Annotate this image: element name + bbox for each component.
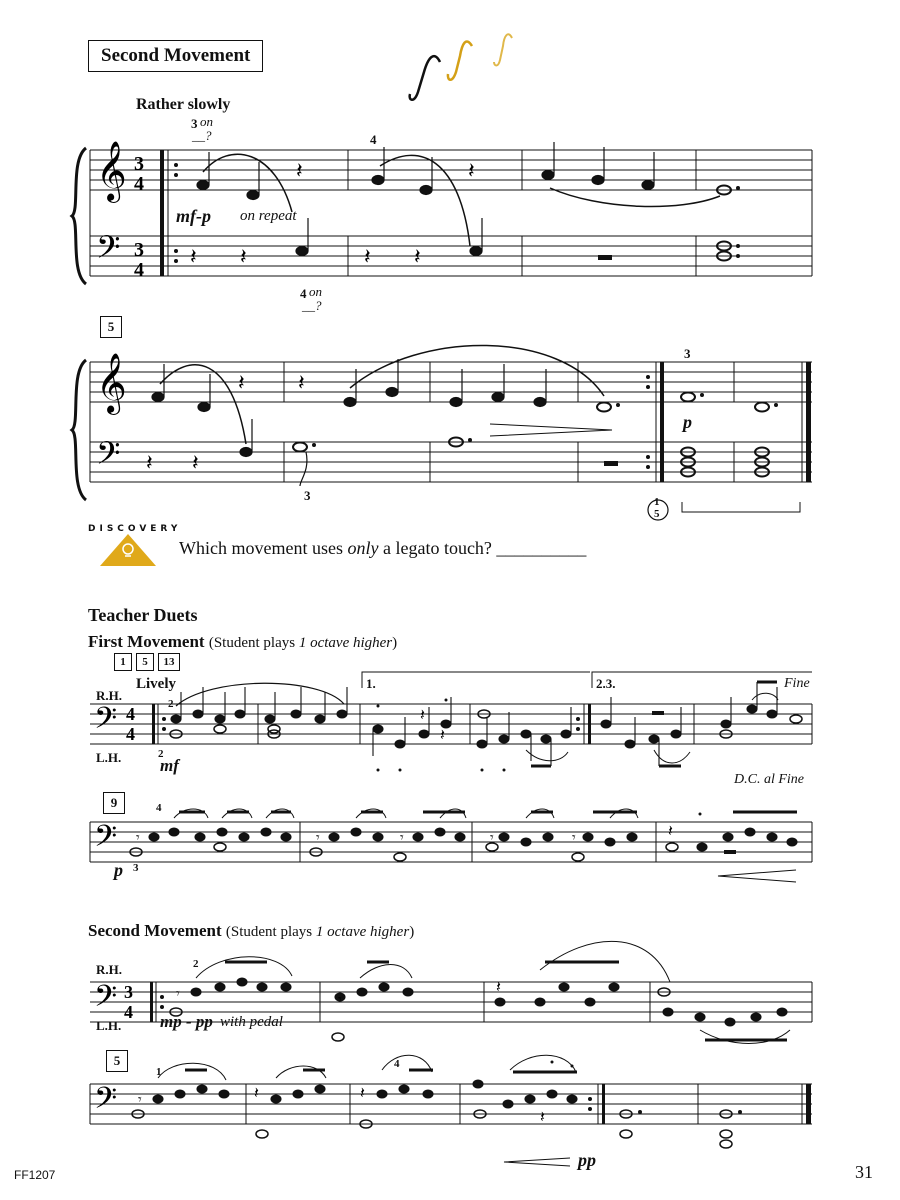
svg-text:𝄽: 𝄽 — [668, 823, 673, 840]
fingering-3-upper: 3 — [684, 346, 691, 361]
dynamic-note: on repeat — [240, 208, 297, 224]
dynamic-mf-p: mf-p — [176, 206, 211, 226]
ending-1: 1. — [366, 676, 376, 691]
svg-text:𝄾: 𝄾 — [316, 831, 320, 846]
tempo-marking: Rather slowly — [136, 96, 231, 113]
svg-text:𝄾: 𝄾 — [490, 831, 494, 846]
svg-text:4: 4 — [126, 724, 135, 744]
svg-text:𝄾: 𝄾 — [138, 1093, 142, 1108]
svg-text:3: 3 — [124, 982, 133, 1002]
svg-text:𝄽: 𝄽 — [496, 979, 501, 996]
page-number: 31 — [855, 1162, 873, 1182]
svg-text:𝄽: 𝄽 — [190, 244, 197, 269]
svg-text:𝄾: 𝄾 — [338, 993, 342, 1008]
fingering-circle: 1 5 — [654, 496, 660, 520]
ending-2-3: 2.3. — [596, 676, 616, 691]
svg-text:𝄽: 𝄽 — [296, 158, 303, 183]
fingering-4: 4 — [370, 132, 377, 147]
measure-number-1: 1 — [114, 653, 132, 671]
measure-number-9: 9 — [103, 792, 125, 814]
svg-text:𝄞: 𝄞 — [96, 141, 127, 201]
svg-text:𝄽: 𝄽 — [468, 158, 475, 183]
first-note-em: 1 octave higher — [298, 635, 393, 651]
svg-text:𝄾: 𝄾 — [572, 831, 576, 846]
dc-al-fine: D.C. al Fine — [734, 772, 804, 787]
second-note-post: ) — [409, 924, 415, 940]
on-label: on — [200, 114, 213, 129]
teacher-duets-heading: Teacher Duets — [88, 605, 198, 625]
svg-text:4: 4 — [134, 173, 144, 195]
measure-number-5: 5 — [100, 316, 122, 338]
finger-2a: 2 — [168, 698, 174, 710]
first-note-pre: (Student plays — [208, 635, 299, 651]
measure-number-13: 13 — [158, 653, 180, 671]
tempo-lively: Lively — [136, 676, 176, 692]
question-blank-2: __? — [302, 298, 322, 313]
question-blank: __? — [192, 128, 212, 143]
svg-text:𝄽: 𝄽 — [238, 370, 245, 395]
svg-text:4: 4 — [124, 1002, 133, 1022]
svg-text:𝄽: 𝄽 — [420, 707, 425, 724]
svg-text:𝄾: 𝄾 — [136, 831, 140, 846]
svg-text:4: 4 — [134, 259, 144, 281]
svg-text:𝄽: 𝄽 — [240, 244, 247, 269]
on-label-2: on — [309, 284, 322, 299]
question-post: a legato touch? __________ — [378, 538, 587, 558]
dynamic-mp-pp: mp - pp — [160, 1012, 213, 1031]
svg-text:𝄽: 𝄽 — [440, 727, 445, 744]
fingering-4-lower: 4 — [300, 286, 307, 301]
book-code: FF1207 — [14, 1168, 56, 1182]
finger-3-duet: 3 — [133, 862, 139, 874]
lh-label: L.H. — [96, 750, 122, 765]
finger-4b: 4 — [394, 1058, 400, 1070]
svg-text:𝄞: 𝄞 — [96, 353, 127, 413]
svg-text:𝄽: 𝄽 — [414, 244, 421, 269]
svg-text:𝄽: 𝄽 — [192, 450, 199, 475]
second-note-em: 1 octave higher — [315, 924, 410, 940]
teacher-second-title: Second Movement — [88, 921, 222, 940]
fingering-3-lower: 3 — [304, 488, 311, 503]
lh-label-2: L.H. — [96, 1018, 122, 1033]
first-movement-title: First Movement — [88, 632, 205, 651]
finger-2b: 2 — [158, 748, 164, 760]
dynamic-pp: pp — [578, 1150, 596, 1170]
finger-4-duet: 4 — [156, 802, 162, 814]
second-note-pre: (Student plays — [225, 924, 316, 940]
first-note-post: ) — [392, 635, 398, 651]
finger-1: 1 — [156, 1066, 162, 1078]
svg-text:𝄾: 𝄾 — [400, 831, 404, 846]
dynamic-p-duet: p — [114, 860, 123, 880]
svg-text:𝄽: 𝄽 — [360, 1085, 365, 1102]
finger-2c: 2 — [193, 958, 199, 970]
svg-text:𝄢: 𝄢 — [94, 1082, 118, 1123]
rh-label: R.H. — [96, 688, 122, 703]
question-pre: Which movement uses — [179, 538, 348, 558]
svg-text:𝄽: 𝄽 — [254, 1085, 259, 1102]
svg-text:𝄢: 𝄢 — [96, 435, 121, 479]
svg-text:𝄽: 𝄽 — [298, 370, 305, 395]
dynamic-p: p — [683, 412, 692, 432]
svg-text:4: 4 — [126, 704, 135, 724]
svg-text:𝄾: 𝄾 — [176, 987, 180, 1002]
dynamic-pedal: with pedal — [220, 1014, 283, 1030]
svg-text:𝄢: 𝄢 — [94, 980, 118, 1021]
question-emphasis: only — [347, 538, 379, 558]
svg-text:𝄽: 𝄽 — [146, 450, 153, 475]
discovery-label: DISCOVERY — [88, 524, 182, 534]
svg-text:3: 3 — [134, 153, 144, 175]
fine-label: Fine — [784, 676, 810, 691]
section-title: Second Movement — [88, 40, 263, 72]
measure-number-5-teacher: 5 — [106, 1050, 128, 1072]
svg-text:𝄢: 𝄢 — [96, 229, 121, 273]
svg-text:𝄢: 𝄢 — [94, 820, 118, 861]
svg-text:𝄢: 𝄢 — [94, 702, 118, 743]
rh-label-2: R.H. — [96, 962, 122, 977]
fingering-3: 3 — [191, 116, 198, 131]
measure-number-5-first: 5 — [136, 653, 154, 671]
svg-text:𝄽: 𝄽 — [540, 1109, 545, 1126]
svg-text:𝄽: 𝄽 — [364, 244, 371, 269]
svg-text:3: 3 — [134, 239, 144, 261]
dynamic-mf: mf — [160, 756, 179, 775]
